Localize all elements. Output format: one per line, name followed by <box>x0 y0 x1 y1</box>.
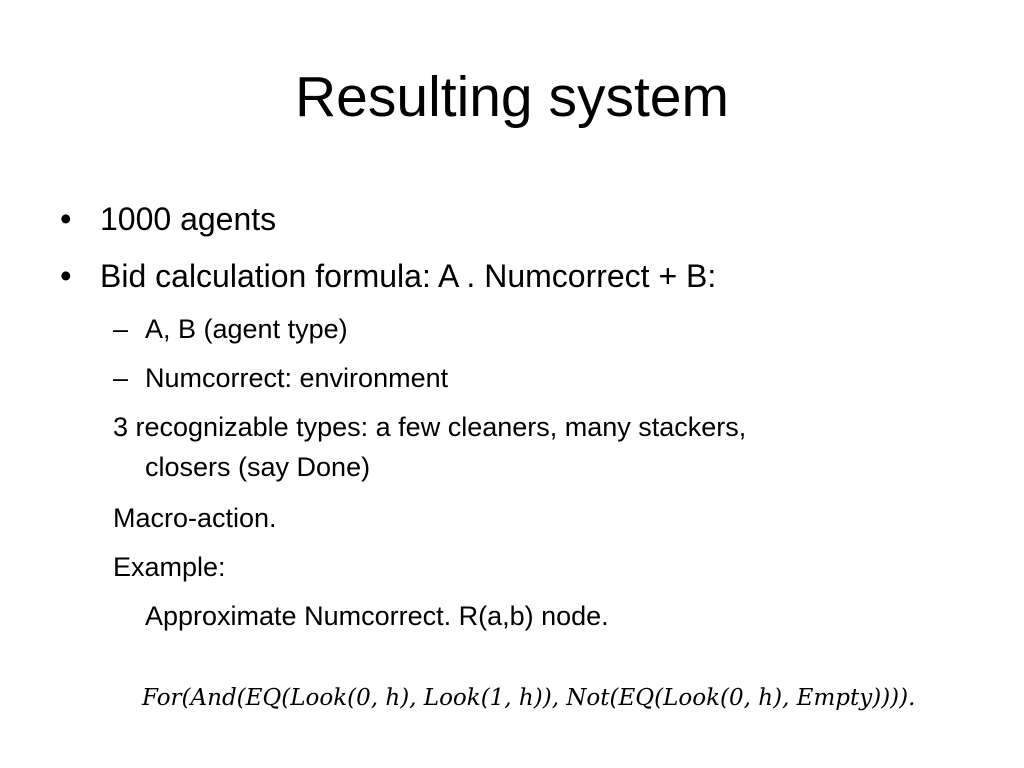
slide-title: Resulting system <box>295 65 729 129</box>
formula: For(And(EQ(Look(0, h), Look(1, h)), Not(EQ(Look(0, h), Empty)))). <box>142 685 916 711</box>
bullet-marker: • <box>60 200 72 237</box>
bullet-text: 1000 agents <box>100 201 277 237</box>
sub-item-text: A, B (agent type) <box>145 314 348 344</box>
bullet-text: Bid calculation formula: A . Numcorrect + B: <box>100 258 717 294</box>
dash-marker: – <box>113 314 129 344</box>
paragraph-text-continued: closers (say Done) <box>145 452 371 482</box>
paragraph-text: 3 recognizable types: a few cleaners, many stackers, <box>113 412 747 442</box>
sub-item-text: Numcorrect: environment <box>145 363 449 393</box>
dash-marker: – <box>113 363 129 393</box>
paragraph-text: Macro-action. <box>113 503 277 533</box>
paragraph-text: Approximate Numcorrect. R(a,b) node. <box>145 601 609 631</box>
bullet-marker: • <box>60 257 72 294</box>
paragraph-text: Example: <box>113 552 226 582</box>
